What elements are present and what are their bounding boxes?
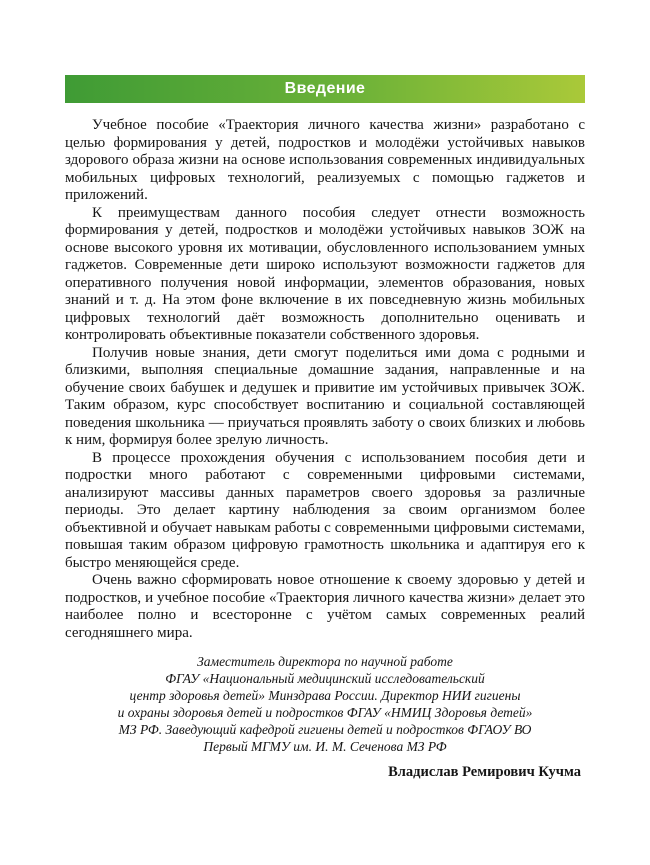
signature-line: ФГАУ «Национальный медицинский исследовательский [165,671,485,686]
paragraph: В процессе прохождения обучения с использованием пособия дети и подростки много работают с современными цифровыми системами, анализируют массивы данных параметров своего здоровья за различные периоды. Это делает картину наблюдения за своим организмом более объективной и обучает навыкам работы с современными цифровыми системами, повышая таким образом цифровую грамотность школьника и адаптируя его к быстро меняющейся среде. [65,449,585,571]
signature-line: и охраны здоровья детей и подростков ФГАУ «НМИЦ Здоровья детей» [117,705,533,720]
signature-line: Первый МГМУ им. И. М. Сеченова МЗ РФ [203,739,447,754]
signature-line: МЗ РФ. Заведующий кафедрой гигиены детей и подростков ФГАОУ ВО [118,722,532,737]
paragraph: Получив новые знания, дети смогут поделиться ими дома с родными и близкими, выполняя специальные домашние задания, направленные и на обучение своих бабушек и дедушек и привитие им устойчивых привычек ЗОЖ. Таким образом, курс способствует воспитанию и социальной составляющей поведения школьника — приучаться проявлять заботу о своих близких и любовь к ним, формируя более зрелую личность. [65,344,585,448]
paragraph: Очень важно сформировать новое отношение к своему здоровью у детей и подростков, и учебное пособие «Траектория личного качества жизни» делает это наиболее полно и всесторонне с учётом самых современных реалий сегодняшнего мира. [65,572,585,641]
section-title: Введение [284,80,366,97]
section-banner [65,75,585,103]
signature-block [65,653,585,781]
signature-name: Владислав Ремирович Кучма [388,764,581,780]
body-text [65,117,585,642]
paragraph: К преимуществам данного пособия следует отнести возможность формирования у детей, подростков и молодёжи устойчивых навыков ЗОЖ на основе высокого уровня их мотивации, обусловленного использованием умных гаджетов. Современные дети широко используют возможности гаджетов для оперативного получения новой информации, элементов образования, новых знаний и т. д. На этом фоне включение в их повседневную жизнь мобильных цифровых технологий даёт возможность дополнительно оценивать и контролировать объективные показатели собственного здоровья. [65,204,585,343]
signature-line: Заместитель директора по научной работе [197,654,453,669]
paragraph: Учебное пособие «Траектория личного качества жизни» разработано с целью формирования у детей, подростков и молодёжи устойчивых навыков здорового образа жизни на основе использования современных индивидуальных мобильных цифровых технологий, реализуемых с помощью гаджетов и приложений. [65,117,585,203]
signature-line: центр здоровья детей» Минздрава России. Директор НИИ гигиены [129,688,521,703]
